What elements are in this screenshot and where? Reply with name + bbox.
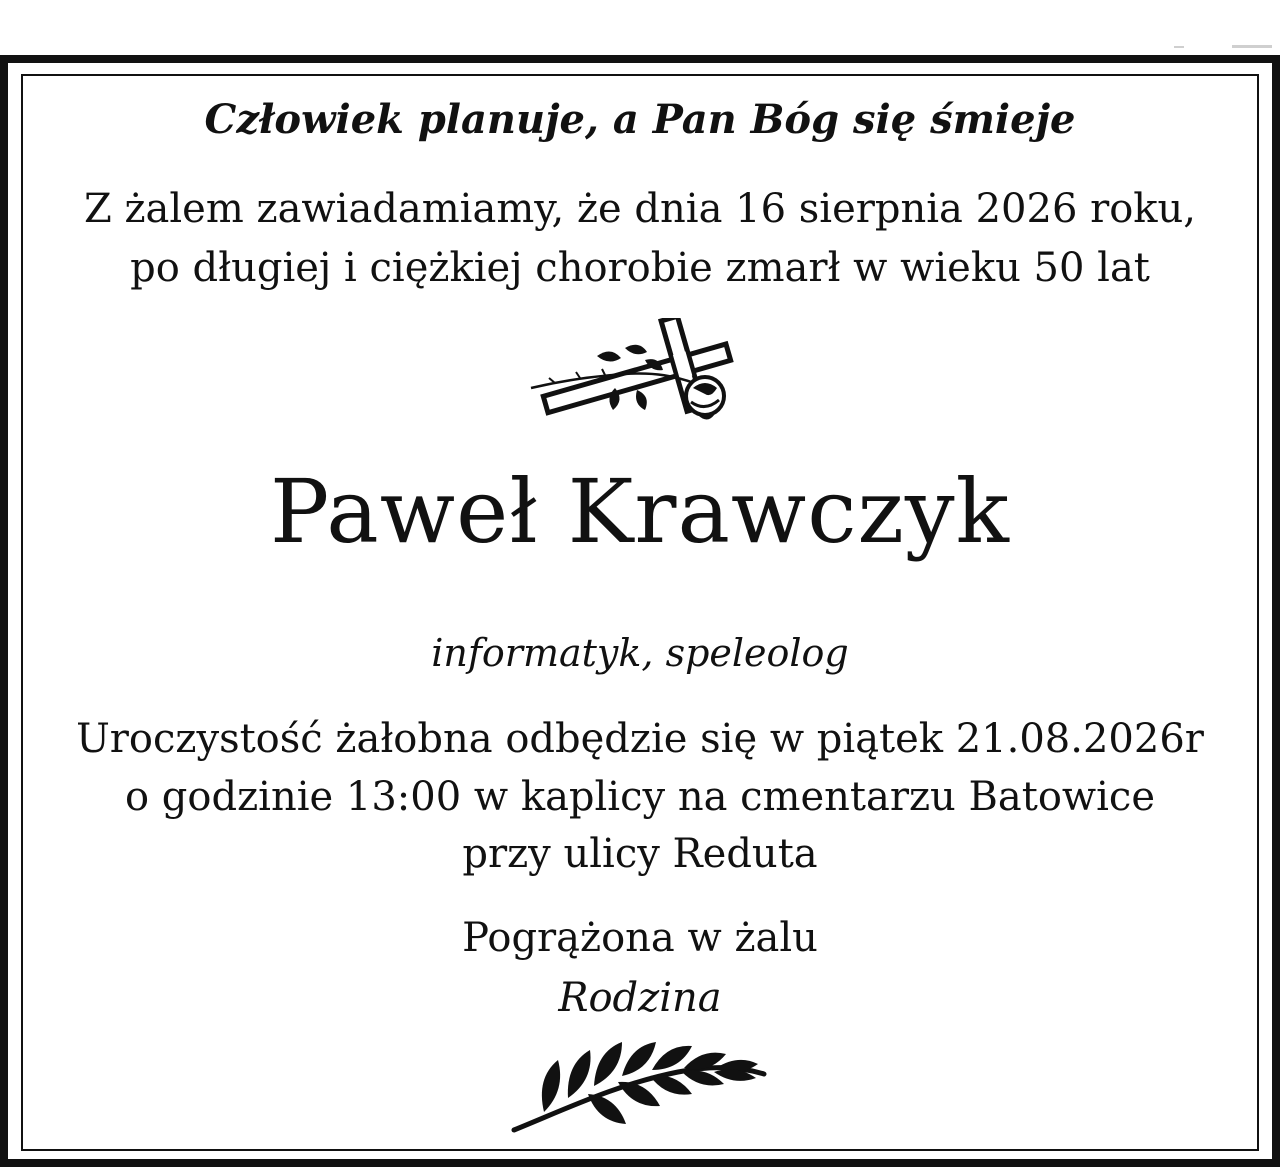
signature-line-1: Pogrążona w żalu xyxy=(462,915,818,961)
announcement-line-2: po długiej i ciężkiej chorobie zmarł w wieku 50 lat xyxy=(130,245,1150,291)
ceremony-line-2: o godzinie 13:00 w kaplicy na cmentarzu Batowice xyxy=(124,774,1156,820)
profession: informatyk, speleolog xyxy=(431,631,849,675)
cross-with-rose-icon xyxy=(525,318,760,430)
signature-line-2: Rodzina xyxy=(558,975,722,1021)
scan-artifact-mark xyxy=(1174,44,1274,50)
ceremony-line-3: przy ulicy Reduta xyxy=(462,831,818,877)
ceremony-line-1: Uroczystość żałobna odbędzie się w piątek 21.08.2026r xyxy=(76,716,1204,762)
deceased-name: Paweł Krawczyk xyxy=(270,460,1010,563)
laurel-branch-icon xyxy=(508,1028,770,1140)
motto: Człowiek planuje, a Pan Bóg się śmieje xyxy=(204,96,1076,143)
announcement-line-1: Z żalem zawiadamiamy, że dnia 16 sierpnia 2026 roku, xyxy=(83,186,1197,232)
